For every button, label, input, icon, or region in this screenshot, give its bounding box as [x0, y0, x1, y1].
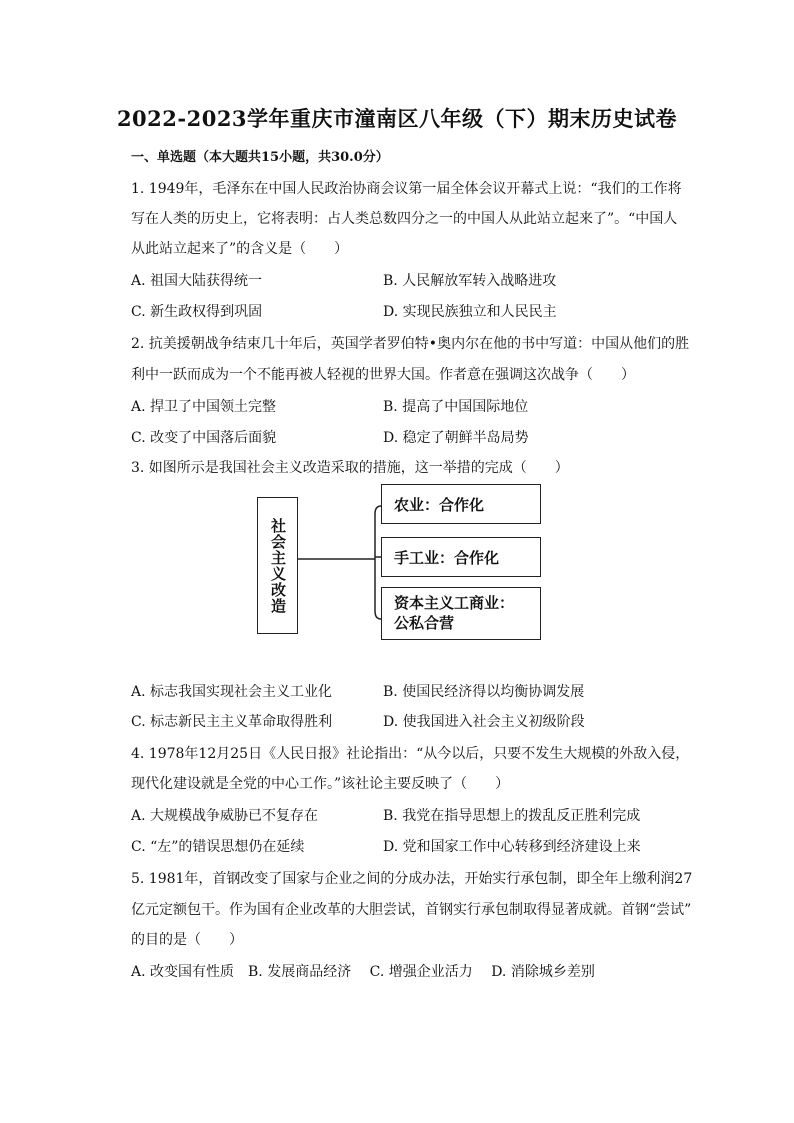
q4-line-1: 4. 1978年12月25日《人民日报》社论指出：“从今以后，只要不发生大规模的外敌入侵，: [131, 746, 690, 762]
q3-option-c: C. 标志新民主主义革命取得胜利: [131, 714, 333, 730]
q1-option-d: D. 实现民族独立和人民民主: [383, 304, 557, 320]
q5-line-3: 的目的是（ ）: [131, 932, 243, 948]
q1-option-c: C. 新生政权得到巩固: [131, 304, 263, 320]
q3-line-1: 3. 如图所示是我国社会主义改造采取的措施，这一举措的完成（ ）: [131, 460, 569, 476]
q1-line-2: 写在人类的历史上，它将表明：占人类总数四分之一的中国人从此站立起来了”。“中国人: [131, 211, 678, 227]
page-title: 2022-2023学年重庆市潼南区八年级（下）期末历史试卷: [116, 106, 678, 131]
q4-option-d: D. 党和国家工作中心转移到经济建设上来: [383, 839, 641, 855]
q1-line-1: 1. 1949年，毛泽东在中国人民政治协商会议第一届全体会议开幕式上说：“我们的工作将: [131, 181, 682, 197]
q1-option-b: B. 人民解放军转入战略进攻: [383, 273, 557, 289]
q4-option-a: A. 大规模战争威胁已不复存在: [131, 808, 319, 824]
q5-line-1: 5. 1981年，首钢改变了国家与企业之间的分成办法，开始实行承包制，即全年上缴利润27: [131, 871, 693, 887]
socialist-transformation-diagram: [257, 480, 557, 650]
q2-line-1: 2. 抗美援朝战争结束几十年后，英国学者罗伯特•奥内尔在他的书中写道：中国从他们的胜: [131, 336, 690, 352]
q3-option-a: A. 标志我国实现社会主义工业化: [131, 684, 333, 700]
diagram-box-agriculture: 农业：合作化: [381, 484, 541, 524]
diagram-box-handicraft: 手工业：合作化: [381, 537, 541, 577]
q1-line-3: 从此站立起来了”的含义是（ ）: [131, 241, 349, 257]
q1-option-a: A. 祖国大陆获得统一: [131, 273, 263, 289]
q2-option-d: D. 稳定了朝鲜半岛局势: [383, 430, 529, 446]
q3-option-d: D. 使我国进入社会主义初级阶段: [383, 714, 585, 730]
q2-option-c: C. 改变了中国落后面貌: [131, 430, 277, 446]
q4-option-c: C. “左”的错误思想仍在延续: [131, 839, 305, 855]
q2-line-2: 利中一跃而成为一个不能再被人轻视的世界大国。作者意在强调这次战争（ ）: [131, 367, 635, 383]
q2-option-a: A. 捍卫了中国领土完整: [131, 399, 277, 415]
q5-options: A. 改变国有性质 B. 发展商品经济 C. 增强企业活力 D. 消除城乡差别: [131, 964, 595, 980]
q2-option-b: B. 提高了中国国际地位: [383, 399, 529, 415]
diagram-box-capitalist-industry: [381, 587, 541, 640]
q4-option-b: B. 我党在指导思想上的拨乱反正胜利完成: [383, 808, 641, 824]
q5-line-2: 亿元定额包干。作为国有企业改革的大胆尝试，首钢实行承包制取得显著成就。首钢“尝试”: [131, 902, 692, 918]
q4-line-2: 现代化建设就是全党的中心工作。”该社论主要反映了（ ）: [131, 776, 510, 792]
q3-option-b: B. 使国民经济得以均衡协调发展: [383, 684, 585, 700]
diagram-left-box: 社会主义改造: [257, 497, 298, 634]
diagram-box-capitalist-line-1: 资本主义工商业：: [394, 594, 515, 612]
section-heading: 一、单选题（本大题共15小题，共30.0分）: [131, 150, 389, 165]
diagram-box-capitalist-line-2: 公私合营: [394, 614, 455, 632]
